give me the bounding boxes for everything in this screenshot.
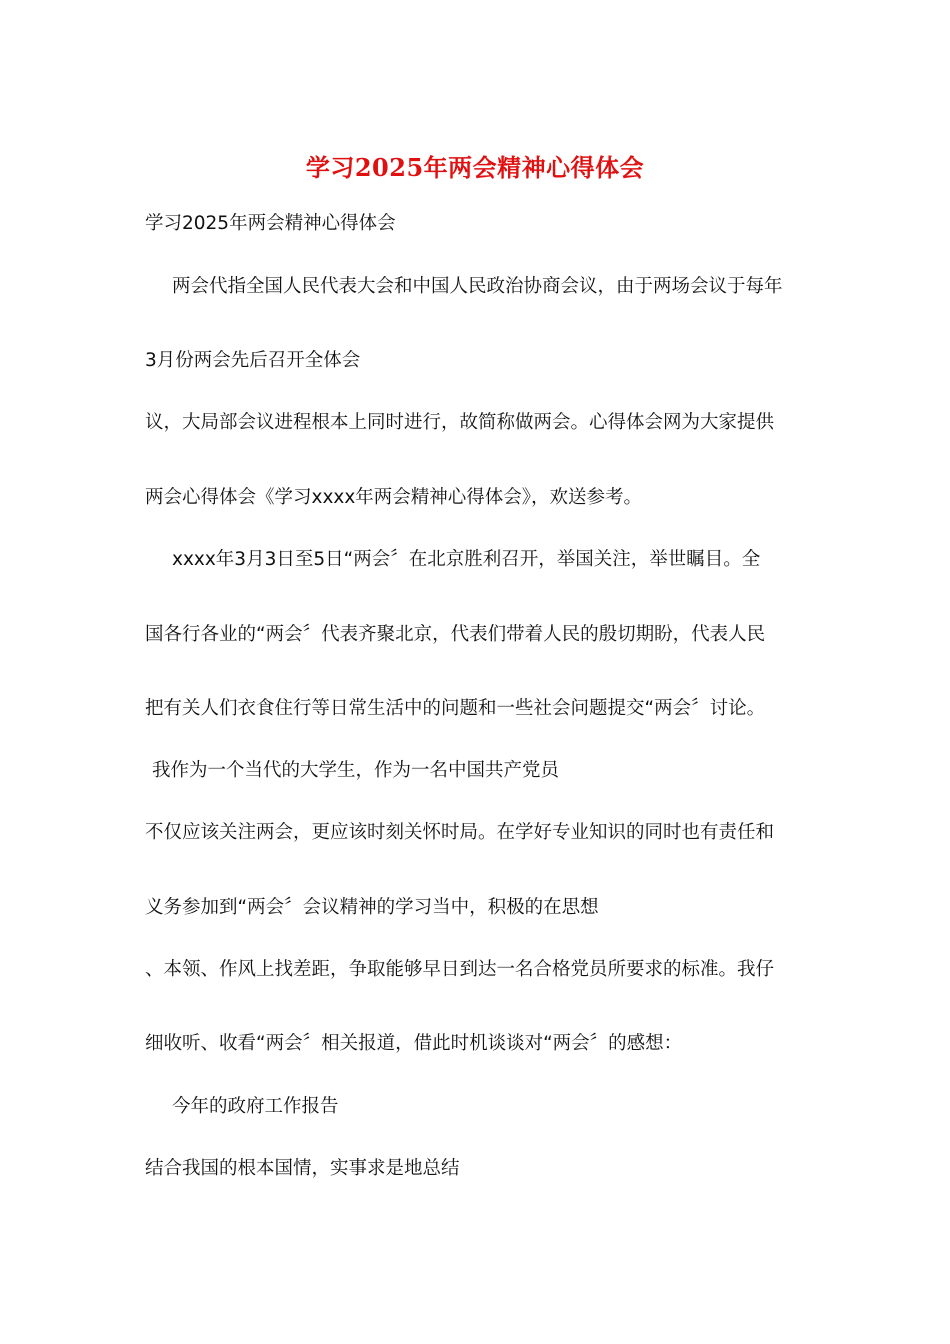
paragraph-line: 今年的政府工作报告	[172, 1096, 339, 1117]
paragraph-line: 把有关人们衣食住行等日常生活中的问题和一些社会问题提交“两会〞讨论。	[145, 698, 766, 719]
paragraph-line: 义务参加到“两会〞会议精神的学习当中，积极的在思想	[145, 897, 599, 918]
paragraph-line: 细收听、收看“两会〞相关报道，借此时机谈谈对“两会〞的感想：	[145, 1033, 683, 1054]
paragraph-line: 两会心得体会《学习xxxx年两会精神心得体会》，欢送参考。	[145, 487, 643, 508]
paragraph-line: 议，大局部会议进程根本上同时进行，故简称做两会。心得体会网为大家提供	[145, 412, 775, 433]
paragraph-line: 、本领、作风上找差距，争取能够早日到达一名合格党员所要求的标准。我仔	[145, 959, 775, 980]
paragraph-line: 两会代指全国人民代表大会和中国人民政治协商会议，由于两场会议于每年	[172, 276, 783, 297]
subtitle-line: 学习2025年两会精神心得体会	[145, 213, 396, 234]
paragraph-line: 我作为一个当代的大学生，作为一名中国共产党员	[152, 760, 560, 781]
paragraph-line: 结合我国的根本国情，实事求是地总结	[145, 1158, 460, 1179]
document-title: 学习2025年两会精神心得体会	[305, 153, 645, 182]
paragraph-line: 国各行各业的“两会〞代表齐聚北京，代表们带着人民的殷切期盼，代表人民	[145, 624, 766, 645]
paragraph-line: 不仅应该关注两会，更应该时刻关怀时局。在学好专业知识的同时也有责任和	[145, 822, 775, 843]
paragraph-line: xxxx年3月3日至5日“两会〞在北京胜利召开，举国关注，举世瞩目。全	[172, 549, 761, 570]
paragraph-line: 3月份两会先后召开全体会	[145, 350, 361, 371]
